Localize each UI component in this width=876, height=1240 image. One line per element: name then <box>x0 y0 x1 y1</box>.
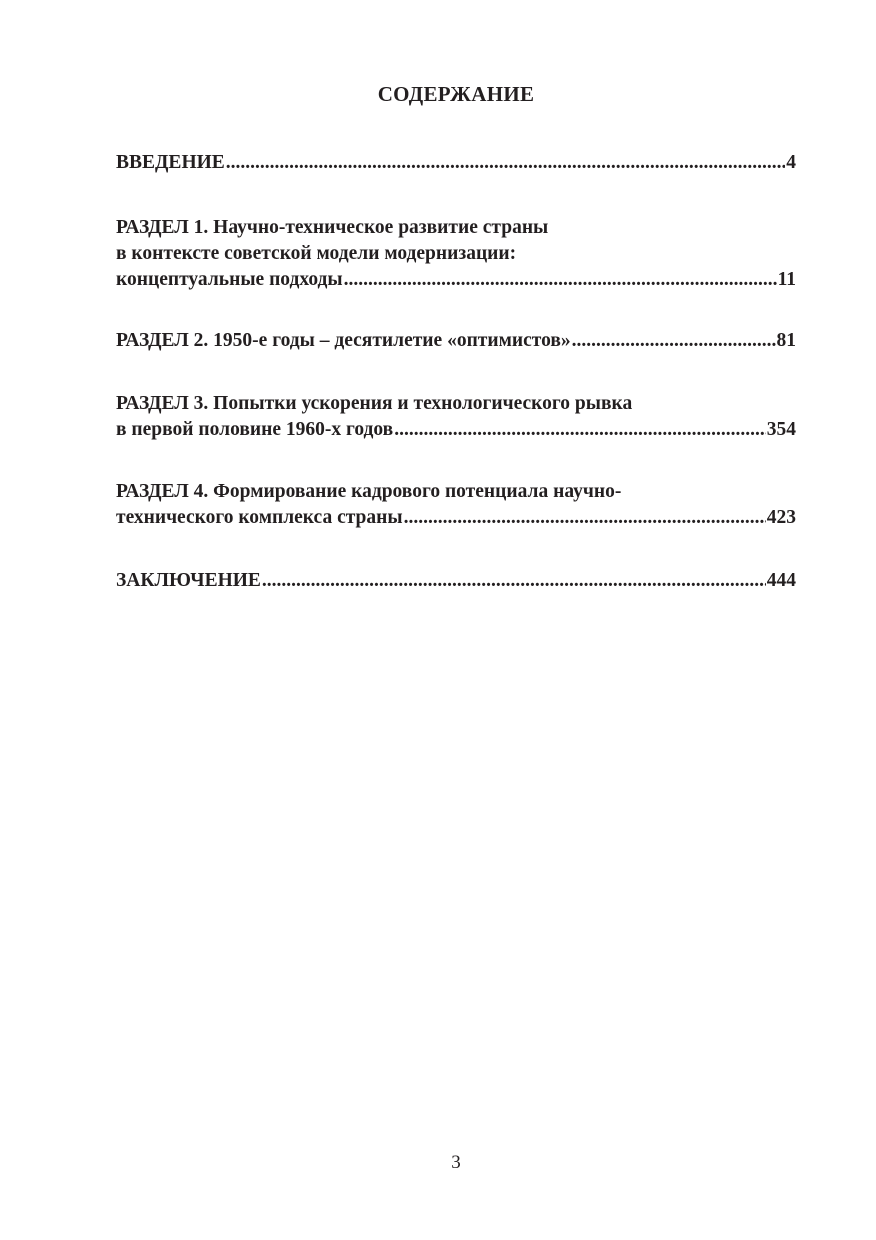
dot-leader <box>262 568 766 594</box>
toc-entry-title: в первой половине 1960-х годов <box>116 419 394 440</box>
toc-entry-title: ВВЕДЕНИЕ <box>116 152 225 173</box>
page-title: СОДЕРЖАНИЕ <box>377 82 535 106</box>
toc-entry-section-4[interactable] <box>116 479 796 531</box>
toc-entry-title: РАЗДЕЛ 2. 1950-е годы – десятилетие «оптимистов» <box>116 330 571 351</box>
toc-page-number: 354 <box>766 419 796 440</box>
toc-page-number: 4 <box>786 152 796 173</box>
dot-leader <box>404 505 766 531</box>
toc-page-number: 444 <box>766 570 796 591</box>
dot-leader <box>572 328 776 354</box>
toc-entry-section-3[interactable] <box>116 391 796 443</box>
toc-entry-title-line: РАЗДЕЛ 3. Попытки ускорения и технологического рывка <box>116 393 633 414</box>
toc-entry-line <box>116 417 796 443</box>
toc-entry-title: технического комплекса страны <box>116 507 403 528</box>
toc-entry-line <box>116 505 796 531</box>
toc-entry-title-line: в контексте советской модели модернизации: <box>116 243 517 264</box>
toc-entry-line <box>116 150 796 176</box>
toc-entry-line <box>116 568 796 594</box>
toc-entry-section-1[interactable] <box>116 215 796 293</box>
page-number: 3 <box>451 1152 461 1173</box>
toc-entry-title: ЗАКЛЮЧЕНИЕ <box>116 570 261 591</box>
toc-page-number: 11 <box>777 269 796 290</box>
toc-entry-title: концептуальные подходы <box>116 269 343 290</box>
toc-page-number: 423 <box>766 507 796 528</box>
toc-entry-section-2[interactable] <box>116 328 796 354</box>
toc-entry-introduction[interactable] <box>116 150 796 176</box>
toc-entry-title-line: РАЗДЕЛ 4. Формирование кадрового потенциала научно- <box>116 481 622 502</box>
toc-page-number: 81 <box>776 330 796 351</box>
dot-leader <box>226 150 785 176</box>
dot-leader <box>394 417 766 443</box>
toc-entry-title-line: РАЗДЕЛ 1. Научно-техническое развитие страны <box>116 217 549 238</box>
toc-entry-line <box>116 267 796 293</box>
toc-entry-conclusion[interactable] <box>116 568 796 594</box>
toc-entry-line <box>116 328 796 354</box>
dot-leader <box>344 267 777 293</box>
